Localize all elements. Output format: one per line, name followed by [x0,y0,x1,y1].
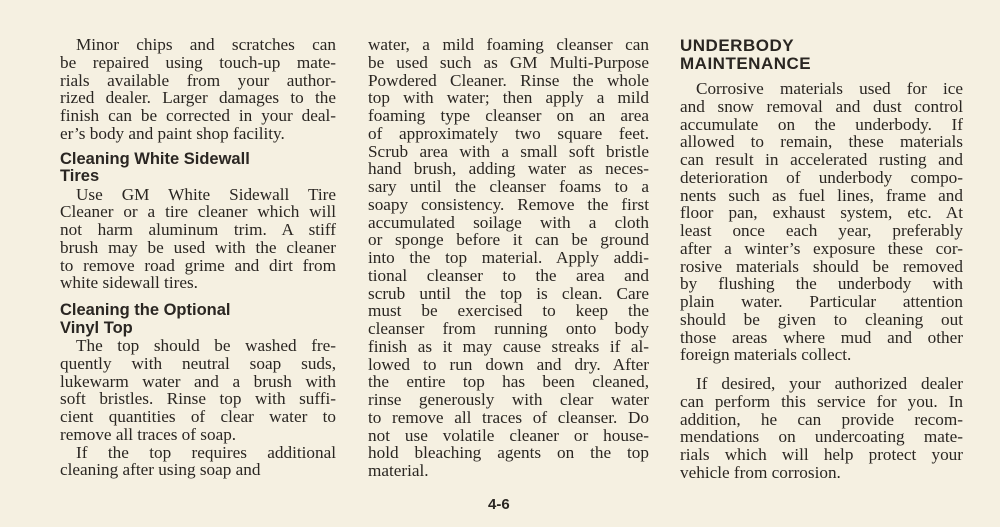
text-line: rials which will help protect your [680,445,963,464]
text-line: foreign materials collect. [680,345,852,365]
column-1 [60,36,336,479]
text-line: accumulated soilage with a cloth [368,212,649,232]
text-line: hand brush, adding water as neces- [368,159,649,179]
heading-line: MAINTENANCE [680,54,812,73]
text-line: or sponge before it can be ground [368,230,649,250]
text-line: Powdered Cleaner. Rinse the whole [368,70,649,90]
text-line: can result in accelerated rusting and [680,150,963,169]
text-line: into the top material. Apply addi- [368,248,649,267]
text-line: lukewarm water and a brush with [60,371,336,391]
text-line: not harm aluminum trim. A stiff [60,220,336,239]
text-line: The top should be washed fre- [76,336,336,355]
column-3 [680,37,963,482]
text-line: by flushing the underbody with [680,274,963,294]
text-line: top with water; then apply a mild [368,88,649,108]
heading-cleaning-vinyl-top [60,302,336,337]
text-line: Minor chips and scratches can [76,35,336,54]
text-line: and snow removal and dust control [680,96,963,116]
text-line: soft bristles. Rinse top with suffi- [60,389,336,409]
text-line: water, a mild foaming cleanser can [368,35,649,54]
text-line: not use volatile cleaner or house- [368,425,649,445]
heading-line: Tires [60,167,100,185]
text-line: hold bleaching agents on the top [368,443,649,463]
heading-line: Cleaning the Optional [60,301,231,319]
paragraph-vinyl-top-cleaning [368,36,649,480]
text-line: plain water. Particular attention [680,292,963,311]
text-line: cleaning after using soap and [60,460,261,480]
text-line: lowed to run down and dry. After [368,354,649,374]
text-line: floor pan, exhaust system, etc. At [680,203,963,223]
text-line: material. [368,461,429,480]
text-line: white sidewall tires. [60,273,198,293]
text-line: remove all traces of soap. [60,424,237,444]
heading-underbody-maintenance [680,37,963,73]
text-line: If the top requires additional [76,442,336,462]
text-line: Use GM White Sidewall Tire [76,184,336,204]
page-number: 4-6 [488,496,510,513]
text-line: deterioration of underbody compo- [680,167,963,187]
text-line: If desired, your authorized dealer [696,374,963,393]
paragraph-minor-chips [60,36,336,143]
paragraph-corrosive-materials [680,80,963,364]
text-line: be repaired using touch-up mate- [60,52,336,72]
text-line: after a winter’s exposure these cor- [680,238,963,258]
text-line: rosive materials should be removed [680,256,963,276]
text-line: Scrub area with a small soft bristle [368,141,649,161]
text-line: finish can be corrected in your deal- [60,106,336,125]
text-line: brush may be used with the cleaner [60,237,336,257]
text-line: those areas where mud and other [680,327,963,347]
heading-line: Cleaning White Sidewall [60,149,250,168]
text-line: rized dealer. Larger damages to the [60,88,336,108]
text-line: the entire top has been cleaned, [368,372,649,392]
text-line: tional cleanser to the area and [368,265,649,285]
text-line: rials available from your author- [60,70,336,90]
text-line: of approximately two square feet. [368,123,649,143]
text-line: accumulate on the underbody. If [680,114,963,134]
text-line: addition, he can provide recom- [680,409,963,429]
text-line: least once each year, preferably [680,221,963,240]
text-line: should be given to cleaning out [680,309,963,329]
text-line: quently with neutral soap suds, [60,353,336,373]
text-line: Cleaner or a tire cleaner which will [60,202,336,222]
text-line: cleanser from running onto body [368,319,649,338]
paragraph-authorized-dealer [680,375,963,482]
text-line: scrub until the top is clean. Care [368,283,649,303]
text-line: cient quantities of clear water to [60,407,336,426]
heading-line: Vinyl Top [60,318,133,337]
text-line: be used such as GM Multi-Purpose [368,52,649,72]
text-line: vehicle from corrosion. [680,462,841,482]
text-line: must be exercised to keep the [368,301,649,321]
text-line: foaming type cleanser on an area [368,106,649,125]
text-line: Corrosive materials used for ice [696,79,963,98]
text-line: nents such as fuel lines, frame and [680,185,963,205]
paragraph-vinyl-top [60,337,336,444]
text-line: mendations on undercoating mate- [680,427,963,447]
text-line: soapy consistency. Remove the first [368,194,649,214]
text-line: to remove all traces of cleanser. Do [368,407,649,427]
text-line: finish as it may cause streaks if al- [368,336,649,356]
text-line: sary until the cleanser foams to a [368,177,649,196]
text-line: rinse generously with clear water [368,390,649,409]
column-2 [368,36,649,480]
heading-cleaning-white-sidewall-tires [60,151,336,186]
text-line: can perform this service for you. In [680,391,963,411]
text-line: to remove road grime and dirt from [60,255,336,275]
text-line: er’s body and paint shop facility. [60,123,285,143]
paragraph-white-sidewall [60,186,336,293]
heading-line: UNDERBODY [680,36,795,55]
paragraph-vinyl-top-continued [60,444,336,480]
text-line: allowed to remain, these materials [680,132,963,152]
